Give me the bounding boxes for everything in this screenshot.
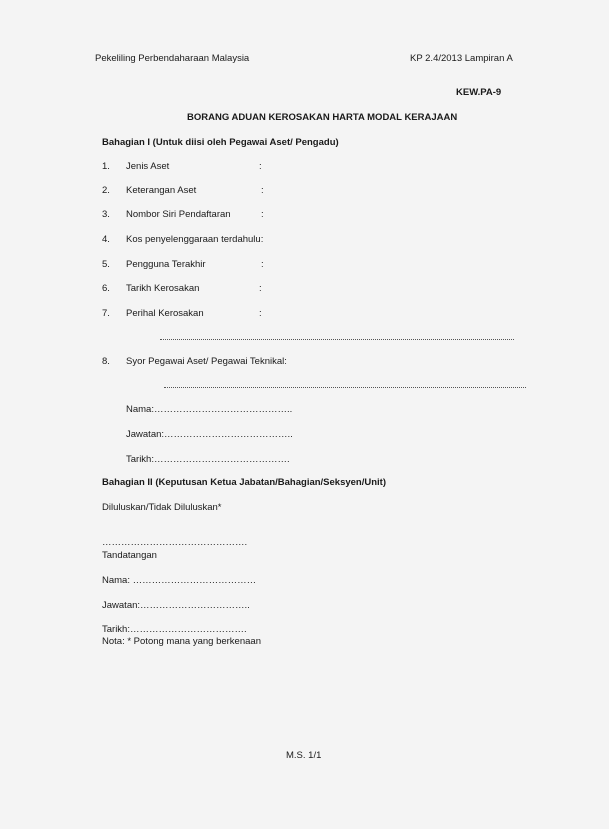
item-number: 3.: [102, 209, 110, 220]
page-number: M.S. 1/1: [286, 750, 322, 761]
officer-date-field[interactable]: Tarikh:…………………………………….: [126, 454, 290, 465]
item-label: Keterangan Aset: [126, 185, 197, 196]
item-number: 4.: [102, 234, 110, 245]
item-label: Tarikh Kerosakan: [126, 283, 200, 294]
part2-heading: Bahagian II (Keputusan Ketua Jabatan/Bahagian/Seksyen/Unit): [102, 477, 387, 488]
form-title: BORANG ADUAN KEROSAKAN HARTA MODAL KERAJAAN: [187, 112, 458, 123]
item-label: Pengguna Terakhir: [126, 259, 206, 270]
item-colon: :: [259, 283, 262, 294]
item-label: Nombor Siri Pendaftaran: [126, 209, 231, 220]
item-number: 6.: [102, 283, 110, 294]
item-number: 5.: [102, 259, 110, 270]
item-number: 2.: [102, 185, 110, 196]
damage-description-line[interactable]: [160, 339, 514, 340]
header-left: Pekeliling Perbendaharaan Malaysia: [95, 53, 250, 64]
note: Nota: * Potong mana yang berkenaan: [102, 636, 261, 647]
item-number: 7.: [102, 308, 110, 319]
part1-heading: Bahagian I (Untuk diisi oleh Pegawai Aset/ Pengadu): [102, 137, 339, 148]
item-colon: :: [261, 185, 264, 196]
header-right: KP 2.4/2013 Lampiran A: [410, 53, 513, 64]
item-colon: :: [261, 259, 264, 270]
approval-choice[interactable]: Diluluskan/Tidak Diluluskan*: [102, 502, 222, 513]
item-colon: :: [259, 161, 262, 172]
officer-position-field[interactable]: Jawatan:…………………………………..: [126, 429, 293, 440]
recommendation-line[interactable]: [164, 387, 526, 388]
item-colon: :: [259, 308, 262, 319]
head-name-field[interactable]: Nama: …………………………………: [102, 575, 257, 586]
officer-name-field[interactable]: Nama:……………………………………..: [126, 404, 293, 415]
head-date-field[interactable]: Tarikh:……………………………….: [102, 624, 247, 635]
item-number: 8.: [102, 356, 110, 367]
signature-line[interactable]: ……………………………………….: [102, 537, 248, 548]
signature-label: Tandatangan: [102, 550, 157, 561]
item-number: 1.: [102, 161, 110, 172]
item-label: Kos penyelenggaraan terdahulu:: [126, 234, 264, 245]
item-label: Perihal Kerosakan: [126, 308, 204, 319]
form-code: KEW.PA-9: [456, 87, 502, 98]
item-label: Jenis Aset: [126, 161, 170, 172]
item-colon: :: [261, 209, 264, 220]
head-position-field[interactable]: Jawatan:……………………………..: [102, 600, 250, 611]
item-label: Syor Pegawai Aset/ Pegawai Teknikal:: [126, 356, 287, 367]
